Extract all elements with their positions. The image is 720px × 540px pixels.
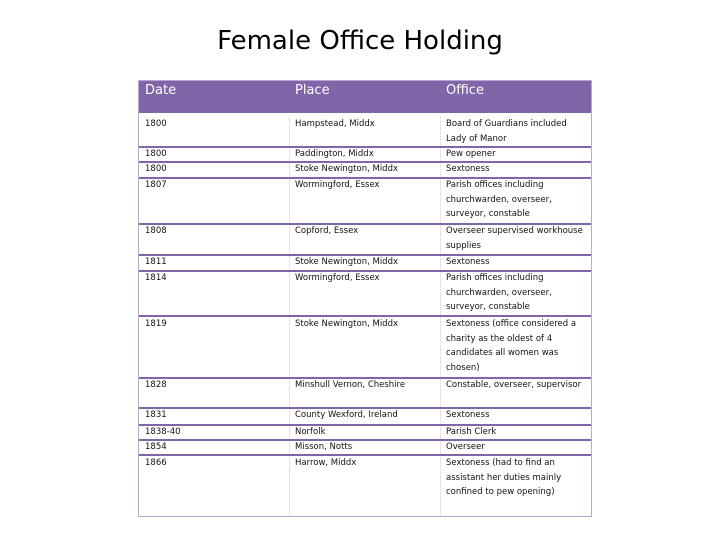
table-row-office: Sextoness xyxy=(446,410,490,420)
table-row-date: 1811 xyxy=(145,257,167,267)
table-row-office: Parish Clerk xyxy=(446,427,497,437)
table-row-office: Sextoness (had to find an assistant her duties mainly confined to pew opening) xyxy=(446,458,562,497)
table-row-date: 1819 xyxy=(145,319,167,329)
table-row-office: Parish offices including churchwarden, overseer, surveyor, constable xyxy=(446,273,552,312)
table-row-place: Norfolk xyxy=(295,427,326,437)
table-row-date: 1831 xyxy=(145,410,167,420)
table-row-place: Wormingford, Essex xyxy=(295,180,380,190)
table-row-date: 1814 xyxy=(145,273,167,283)
table-row-place: Harrow, Middx xyxy=(295,458,357,468)
office-holding-table xyxy=(138,80,592,517)
header-office: Office xyxy=(446,83,484,98)
table-row-office: Overseer xyxy=(446,442,485,452)
header-date: Date xyxy=(145,83,177,98)
table-row-office: Sextoness (office considered a charity as the oldest of 4 candidates all women was chosen) xyxy=(446,319,577,373)
slide-title: Female Office Holding xyxy=(217,26,503,56)
table-row-place: Minshull Vernon, Cheshire xyxy=(295,380,406,390)
table-row-office: Pew opener xyxy=(446,149,496,159)
table-row-date: 1828 xyxy=(145,380,167,390)
table-row-office: Sextoness xyxy=(446,257,490,267)
table-row-place: County Wexford, Ireland xyxy=(295,410,398,420)
table-row-date: 1866 xyxy=(145,458,167,468)
table-row-date: 1854 xyxy=(145,442,167,452)
table-row-place: Copford, Essex xyxy=(295,226,359,236)
table-row-date: 1838-40 xyxy=(145,427,181,437)
table-row-place: Stoke Newington, Middx xyxy=(295,319,399,329)
table-row-date: 1808 xyxy=(145,226,167,236)
table-row-place: Stoke Newington, Middx xyxy=(295,164,399,174)
table-row-date: 1807 xyxy=(145,180,167,190)
table-row-office: Sextoness xyxy=(446,164,490,174)
table-row-place: Misson, Notts xyxy=(295,442,353,452)
table-row-office: Overseer supervised workhouse supplies xyxy=(446,226,583,251)
header-place: Place xyxy=(295,83,330,98)
table-row-place: Wormingford, Essex xyxy=(295,273,380,283)
table-row-date: 1800 xyxy=(145,119,167,129)
table-row-date: 1800 xyxy=(145,164,167,174)
table-row-place: Hampstead, Middx xyxy=(295,119,375,129)
table-row-place: Paddington, Middx xyxy=(295,149,374,159)
table-row-place: Stoke Newington, Middx xyxy=(295,257,399,267)
table-row-office: Board of Guardians included Lady of Manor xyxy=(446,119,567,144)
table-row-date: 1800 xyxy=(145,149,167,159)
table-row-office: Parish offices including churchwarden, overseer, surveyor, constable xyxy=(446,180,552,219)
table-row-office: Constable, overseer, supervisor xyxy=(446,380,582,390)
table-header xyxy=(139,81,591,116)
